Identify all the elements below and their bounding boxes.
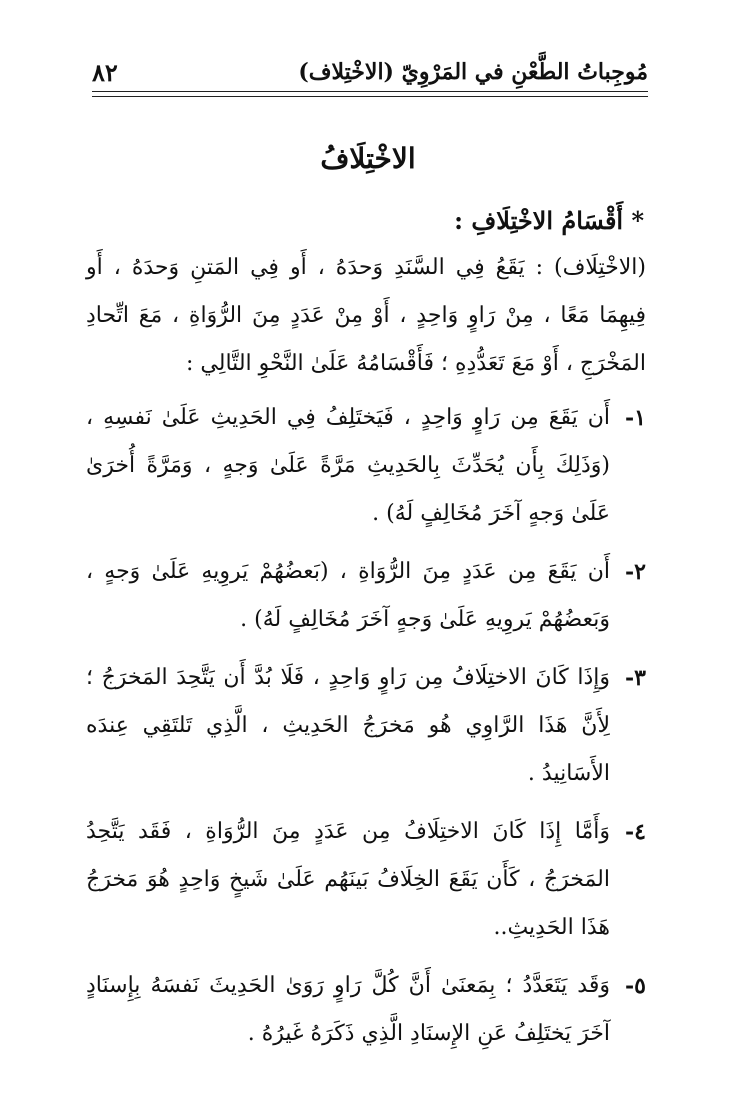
list-item [86, 394, 646, 538]
list-item [86, 808, 646, 952]
item-number: ٣- [625, 665, 646, 691]
page-number: ٨٢ [92, 57, 118, 87]
item-number: ١- [625, 405, 646, 431]
item-text: أَن يَقَعَ مِن رَاوٍ وَاحِدٍ ، فَيَختَلِفُ فِي الحَدِيثِ عَلَىٰ نَفسِهِ ، (وَذَلِكَ بِأَن يُحَدِّثَ بِالحَدِيثِ مَرَّةً عَلَىٰ وَجهٍ ، وَمَرَّةً أُخرَىٰ عَلَىٰ وَجهٍ آخَرَ مُخَالِفٍ لَهُ) . [86, 405, 610, 526]
item-number: ٤- [625, 819, 646, 845]
item-text: وَقَد يَتَعَدَّدُ ؛ بِمَعنَىٰ أَنَّ كُلَّ رَاوٍ رَوَىٰ الحَدِيثَ نَفسَهُ بِإِسنَادٍ آخَرَ يَختَلِفُ عَنِ الإِسنَادِ الَّذِي ذَكَرَهُ غَيرُهُ . [86, 973, 610, 1046]
chapter-title: الاخْتِلَافُ [320, 142, 416, 175]
header-rule-bottom [92, 96, 648, 97]
item-text: وَإِذَا كَانَ الاختِلَافُ مِن رَاوٍ وَاحِدٍ ، فَلَا بُدَّ أَن يَتَّحِدَ المَخرَجُ ؛ لِأَنَّ هَذَا الرَّاوِي هُو مَخرَجُ الحَدِيثِ ، الَّذِي تَلتَقِي عِندَه الأَسَانِيدُ . [86, 665, 610, 786]
header-rule-top [92, 91, 648, 92]
running-title: مُوجِباتُ الطَّعْنِ في المَرْوِيّ (الاخْتِلاف) [298, 59, 648, 85]
intro-paragraph: (الاخْتِلَاف) : يَقَعُ فِي السَّنَدِ وَحدَهُ ، أَو فِي المَتنِ وَحدَهُ ، أَو فِيهِمَا مَعًا ، مِنْ رَاوٍ وَاحِدٍ ، أَوْ مِنْ عَدَدٍ مِنَ الرُّوَاةِ ، مَعَ اتِّحادِ المَخْرَجِ ، أَوْ مَعَ تَعَدُّدِهِ ؛ فَأَقْسَامُهُ عَلَىٰ النَّحْوِ التَّالِي : [86, 255, 646, 376]
item-number: ٥- [625, 973, 646, 999]
section-heading: * أَقْسَامُ الاخْتِلَافِ : [454, 206, 644, 235]
body-text [86, 244, 646, 1068]
page-header [92, 52, 648, 92]
item-text: وَأَمَّا إِذَا كَانَ الاختِلَافُ مِن عَدَدٍ مِنَ الرُّوَاةِ ، فَقَد يَتَّحِدُ المَخرَجُ ، كَأَن يَقَعَ الخِلَافُ بَينَهُم عَلَىٰ شَيخٍ وَاحِدٍ هُوَ مَخرَجُ هَذَا الحَدِيثِ.. [86, 819, 610, 940]
list-item [86, 962, 646, 1058]
item-number: ٢- [625, 559, 646, 585]
list-item [86, 548, 646, 644]
list-item [86, 654, 646, 798]
item-text: أَن يَقَعَ مِن عَدَدٍ مِنَ الرُّوَاةِ ، (بَعضُهُمْ يَروِيهِ عَلَىٰ وَجهٍ ، وَبَعضُهُمْ يَروِيهِ عَلَىٰ وَجهٍ آخَرَ مُخَالِفٍ لَهُ) . [86, 559, 610, 632]
